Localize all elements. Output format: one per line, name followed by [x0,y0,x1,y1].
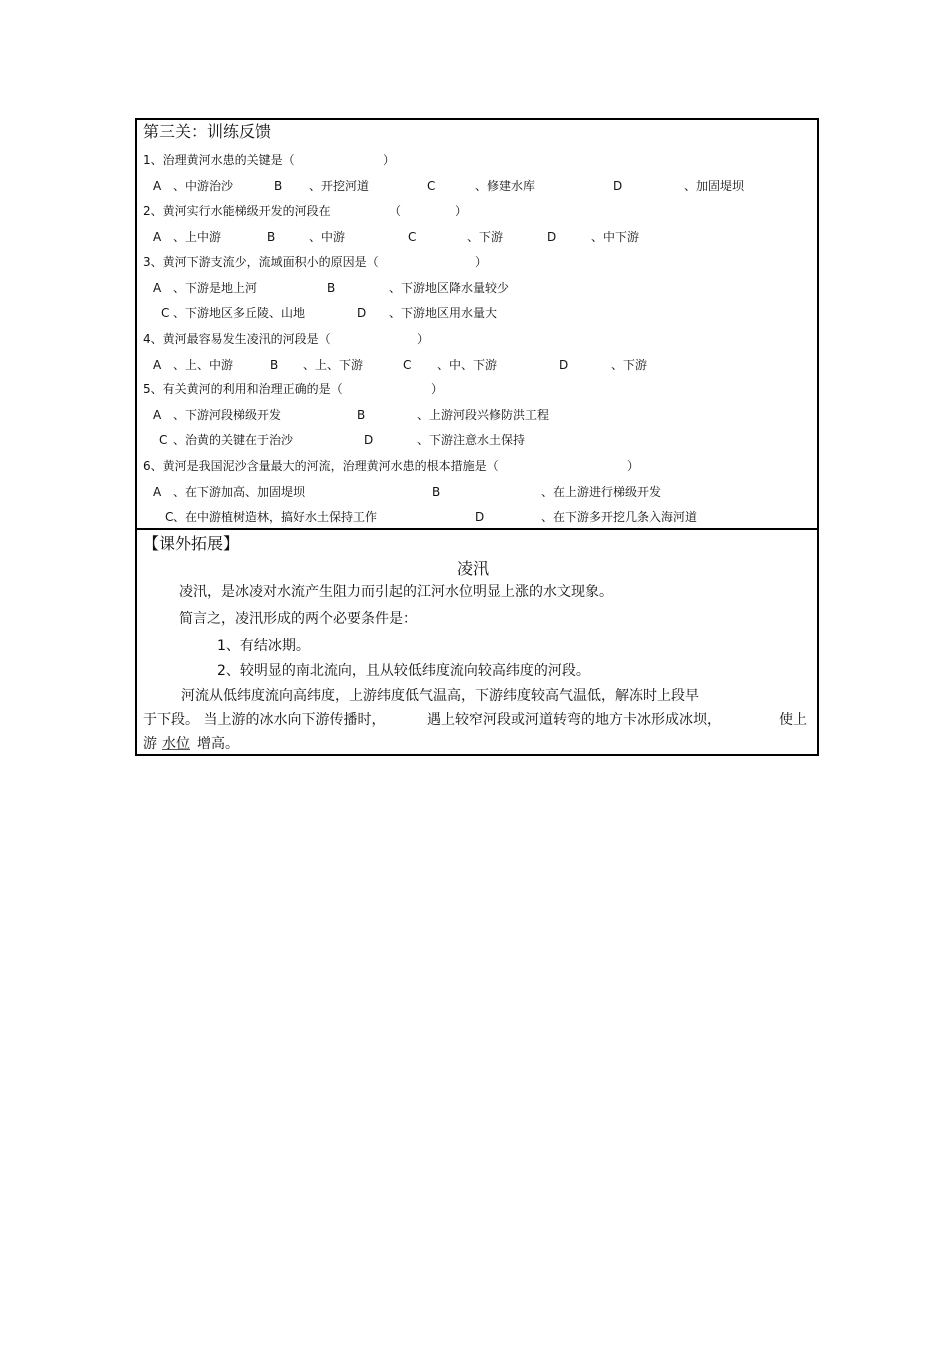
paragraph-definition: 凌汛，是冰凌对水流产生阻力而引起的江河水位明显上涨的水文现象。 [179,584,613,600]
q6-option-c-letter: C [165,510,174,524]
article-heading: 凌汛 [457,559,490,578]
q2-option-d: 、中下游 [591,230,640,244]
question-3-stem: 3、黄河下游支流少，流域面积小的原因是（ [143,255,379,269]
q5-option-b: 、上游河段兴修防洪工程 [417,408,550,422]
q2-option-d-letter: D [547,230,557,244]
q6-option-a-letter: A [153,485,162,499]
q5-option-c-letter: C [159,433,168,447]
question-5-close: ） [431,382,444,396]
q3-option-d-letter: D [357,306,367,320]
q5-option-d: 、下游注意水土保持 [417,433,526,447]
q3-option-b-letter: B [327,281,336,295]
condition-item-2: 2、较明显的南北流向，且从较低纬度流向较高纬度的河段。 [217,663,590,679]
q1-option-a-letter: A [153,179,162,193]
question-6-close: ） [627,459,640,473]
question-5-stem: 5、有关黄河的利用和治理正确的是（ [143,382,343,396]
section-title: 第三关：训练反馈 [143,122,272,141]
q5-option-a-letter: A [153,408,162,422]
paragraph-explanation-line-1: 河流从低纬度流向高纬度，上游纬度低气温高，下游纬度较高气温低，解冻时上段早 [181,688,699,704]
question-2-stem: 2、黄河实行水能梯级开发的河段在 [143,204,331,218]
q3-option-c: 、下游地区多丘陵、山地 [173,306,306,320]
q1-option-a: 、中游治沙 [173,179,234,193]
question-2-open: （ [389,204,402,218]
q4-option-d: 、下游 [611,358,648,372]
q2-option-a: 、上中游 [173,230,222,244]
q2-option-a-letter: A [153,230,162,244]
question-1-close: ） [383,153,396,167]
content-frame [135,118,819,756]
q6-option-a: 、在下游加高、加固堤坝 [173,485,306,499]
q5-option-b-letter: B [357,408,366,422]
q6-option-c: 、在中游植树造林，搞好水土保持工作 [173,510,378,524]
section-title: 【课外拓展】 [143,534,240,553]
q6-option-b-letter: B [432,485,441,499]
extended-reading-section [137,530,817,754]
q4-option-b-letter: B [270,358,279,372]
q2-option-b-letter: B [267,230,276,244]
q1-option-b: 、开挖河道 [309,179,370,193]
q4-option-c: 、中、下游 [437,358,498,372]
q3-option-a: 、下游是地上河 [173,281,258,295]
q1-option-b-letter: B [274,179,283,193]
question-3-close: ） [475,255,488,269]
paragraph-explanation-line-2b: 遇上较窄河段或河道转弯的地方卡冰形成冰坝， [427,712,721,728]
paragraph-explanation-line-2c: 使上 [779,712,807,728]
training-feedback-section [137,120,817,530]
q2-option-b: 、中游 [309,230,346,244]
q4-option-b: 、上、下游 [303,358,364,372]
q3-option-b: 、下游地区降水量较少 [389,281,510,295]
q2-option-c-letter: C [408,230,417,244]
water-level-term: 水位 [162,736,190,752]
question-1-stem: 1、治理黄河水患的关键是（ [143,153,295,167]
q5-option-d-letter: D [364,433,374,447]
question-4-stem: 4、黄河最容易发生凌汛的河段是（ [143,332,331,346]
q5-option-c: 、治黄的关键在于治沙 [173,433,294,447]
q1-option-d-letter: D [613,179,623,193]
q4-option-a-letter: A [153,358,162,372]
q4-option-a: 、上、中游 [173,358,234,372]
q3-option-c-letter: C [161,306,170,320]
condition-item-1: 1、有结冰期。 [217,638,310,654]
paragraph-explanation-line-3c: 增高。 [197,736,239,752]
q6-option-d: 、在下游多开挖几条入海河道 [541,510,698,524]
question-2-close: ） [455,204,468,218]
q3-option-d: 、下游地区用水量大 [389,306,498,320]
q6-option-d-letter: D [475,510,485,524]
question-4-close: ） [417,332,430,346]
q1-option-c: 、修建水库 [475,179,536,193]
paragraph-conditions-intro: 简言之，凌汛形成的两个必要条件是： [179,611,417,627]
q5-option-a: 、下游河段梯级开发 [173,408,282,422]
q6-option-b: 、在上游进行梯级开发 [541,485,662,499]
q1-option-d: 、加固堤坝 [684,179,745,193]
q1-option-c-letter: C [427,179,436,193]
q3-option-a-letter: A [153,281,162,295]
paragraph-explanation-line-3a: 游 [143,736,157,752]
paragraph-explanation-line-2a: 于下段。 当上游的冰水向下游传播时， [143,712,386,728]
q4-option-d-letter: D [559,358,569,372]
q4-option-c-letter: C [403,358,412,372]
q2-option-c: 、下游 [467,230,504,244]
question-6-stem: 6、黄河是我国泥沙含量最大的河流，治理黄河水患的根本措施是（ [143,459,499,473]
